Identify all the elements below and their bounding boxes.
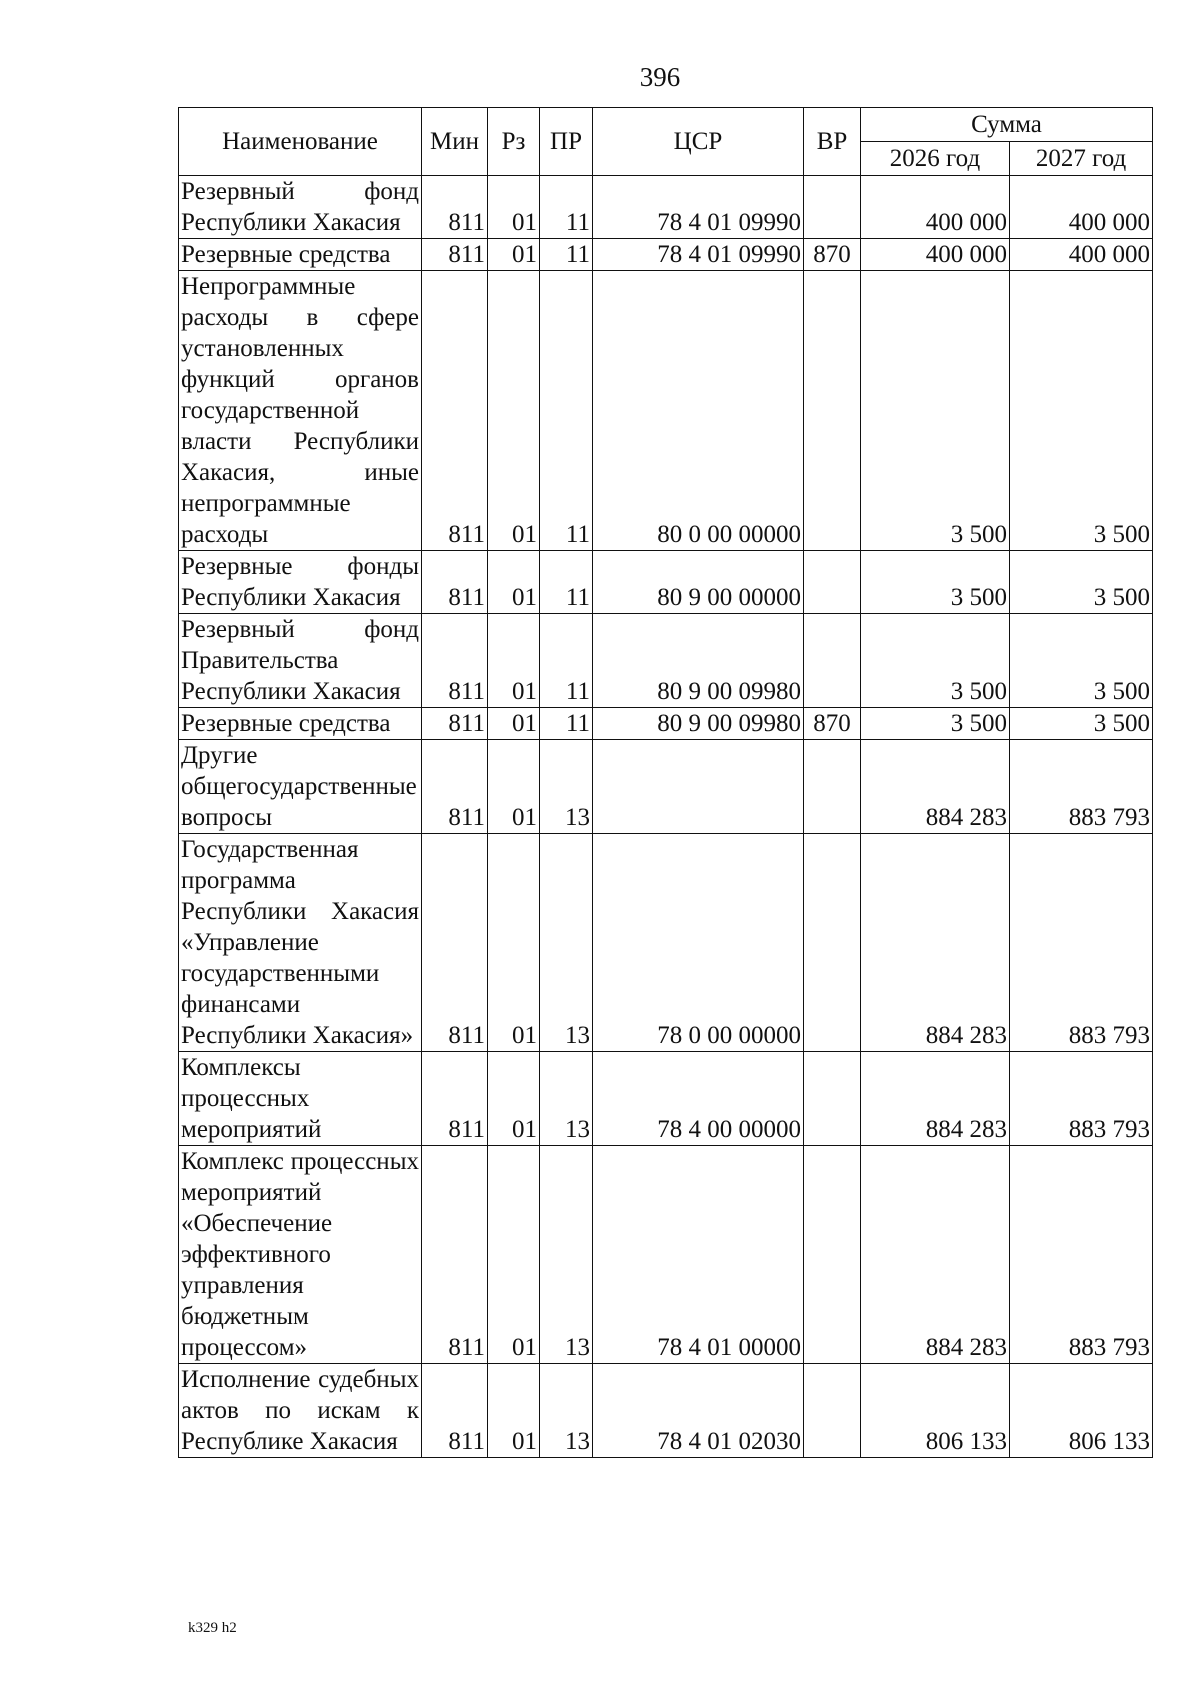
row-name: Резервный фонд Правительства Республики Хакасия: [179, 614, 422, 708]
row-min: 811: [422, 740, 488, 834]
row-pr: 11: [540, 708, 593, 740]
row-csr: 78 4 01 09990: [593, 239, 804, 271]
row-sum-2027: 400 000: [1010, 239, 1153, 271]
row-name: Комплекс процессных мероприятий «Обеспечение эффективного управления бюджетным процессом»: [179, 1146, 422, 1364]
row-vr: 870: [804, 239, 861, 271]
row-rz: 01: [488, 1052, 540, 1146]
row-name: Исполнение судебных актов по искам к Республике Хакасия: [179, 1364, 422, 1458]
header-pr: ПР: [540, 108, 593, 176]
row-pr: 13: [540, 740, 593, 834]
row-name: Государственная программа Республики Хакасия «Управление государственными финансами Республики Хакасия»: [179, 834, 422, 1052]
row-min: 811: [422, 834, 488, 1052]
row-vr: [804, 551, 861, 614]
row-sum-2026: 884 283: [861, 1146, 1010, 1364]
row-vr: [804, 834, 861, 1052]
row-min: 811: [422, 1052, 488, 1146]
row-rz: 01: [488, 614, 540, 708]
row-vr: [804, 1364, 861, 1458]
row-min: 811: [422, 271, 488, 551]
header-csr: ЦСР: [593, 108, 804, 176]
table-row: [179, 551, 1153, 614]
table-row: [179, 834, 1153, 1052]
row-csr: 80 9 00 00000: [593, 551, 804, 614]
row-vr: [804, 1052, 861, 1146]
row-rz: 01: [488, 1146, 540, 1364]
row-sum-2027: 3 500: [1010, 551, 1153, 614]
row-sum-2026: 884 283: [861, 740, 1010, 834]
budget-table: [178, 107, 1153, 1458]
row-pr: 13: [540, 1052, 593, 1146]
row-rz: 01: [488, 708, 540, 740]
table-row: [179, 708, 1153, 740]
row-name: Резервные средства: [179, 708, 422, 740]
row-csr: 80 9 00 09980: [593, 614, 804, 708]
row-vr: [804, 740, 861, 834]
table-row: [179, 271, 1153, 551]
row-sum-2027: 883 793: [1010, 1146, 1153, 1364]
row-sum-2027: 806 133: [1010, 1364, 1153, 1458]
row-sum-2026: 400 000: [861, 176, 1010, 239]
row-sum-2027: 3 500: [1010, 708, 1153, 740]
row-name: Другие общегосударственные вопросы: [179, 740, 422, 834]
row-name: Непрограммные расходы в сфере установленных функций органов государственной власти Республики Хакасия, иные непрограммные расходы: [179, 271, 422, 551]
table-row: [179, 1052, 1153, 1146]
row-name: Резервные фонды Республики Хакасия: [179, 551, 422, 614]
table-row: [179, 740, 1153, 834]
header-name: Наименование: [179, 108, 422, 176]
row-vr: 870: [804, 708, 861, 740]
row-pr: 13: [540, 1364, 593, 1458]
table-row: [179, 1364, 1153, 1458]
table-row: [179, 176, 1153, 239]
row-sum-2027: 883 793: [1010, 740, 1153, 834]
row-rz: 01: [488, 834, 540, 1052]
table-row: [179, 239, 1153, 271]
row-pr: 11: [540, 551, 593, 614]
row-csr: 80 9 00 09980: [593, 708, 804, 740]
row-pr: 13: [540, 1146, 593, 1364]
row-name: Резервные средства: [179, 239, 422, 271]
header-min: Мин: [422, 108, 488, 176]
row-sum-2026: 806 133: [861, 1364, 1010, 1458]
row-pr: 11: [540, 614, 593, 708]
row-rz: 01: [488, 239, 540, 271]
row-min: 811: [422, 614, 488, 708]
header-rz: Рз: [488, 108, 540, 176]
row-csr: [593, 740, 804, 834]
row-sum-2026: 3 500: [861, 614, 1010, 708]
row-rz: 01: [488, 551, 540, 614]
row-rz: 01: [488, 271, 540, 551]
row-min: 811: [422, 1146, 488, 1364]
row-sum-2026: 400 000: [861, 239, 1010, 271]
row-sum-2027: 400 000: [1010, 176, 1153, 239]
row-sum-2026: 3 500: [861, 551, 1010, 614]
row-pr: 11: [540, 271, 593, 551]
row-sum-2027: 883 793: [1010, 1052, 1153, 1146]
row-sum-2027: 3 500: [1010, 614, 1153, 708]
row-csr: 78 4 00 00000: [593, 1052, 804, 1146]
row-sum-2026: 3 500: [861, 708, 1010, 740]
row-rz: 01: [488, 176, 540, 239]
row-csr: 78 0 00 00000: [593, 834, 804, 1052]
row-name: Комплексы процессных мероприятий: [179, 1052, 422, 1146]
row-min: 811: [422, 239, 488, 271]
row-rz: 01: [488, 740, 540, 834]
row-pr: 11: [540, 176, 593, 239]
row-sum-2027: 3 500: [1010, 271, 1153, 551]
header-year-2027: 2027 год: [1010, 142, 1153, 176]
row-pr: 13: [540, 834, 593, 1052]
header-year-2026: 2026 год: [861, 142, 1010, 176]
header-sum: Сумма: [861, 108, 1153, 142]
row-name: Резервный фонд Республики Хакасия: [179, 176, 422, 239]
table-row: [179, 1146, 1153, 1364]
row-min: 811: [422, 1364, 488, 1458]
footer-code: k329 h2: [188, 1620, 237, 1636]
row-sum-2026: 884 283: [861, 1052, 1010, 1146]
row-sum-2026: 3 500: [861, 271, 1010, 551]
row-rz: 01: [488, 1364, 540, 1458]
row-csr: 78 4 01 02030: [593, 1364, 804, 1458]
row-vr: [804, 1146, 861, 1364]
row-min: 811: [422, 176, 488, 239]
page-number: 396: [639, 62, 681, 92]
row-csr: 78 4 01 09990: [593, 176, 804, 239]
row-vr: [804, 176, 861, 239]
row-min: 811: [422, 708, 488, 740]
row-pr: 11: [540, 239, 593, 271]
row-min: 811: [422, 551, 488, 614]
row-sum-2026: 884 283: [861, 834, 1010, 1052]
row-csr: 80 0 00 00000: [593, 271, 804, 551]
row-sum-2027: 883 793: [1010, 834, 1153, 1052]
row-vr: [804, 271, 861, 551]
row-vr: [804, 614, 861, 708]
header-vr: ВР: [804, 108, 861, 176]
row-csr: 78 4 01 00000: [593, 1146, 804, 1364]
table-row: [179, 614, 1153, 708]
